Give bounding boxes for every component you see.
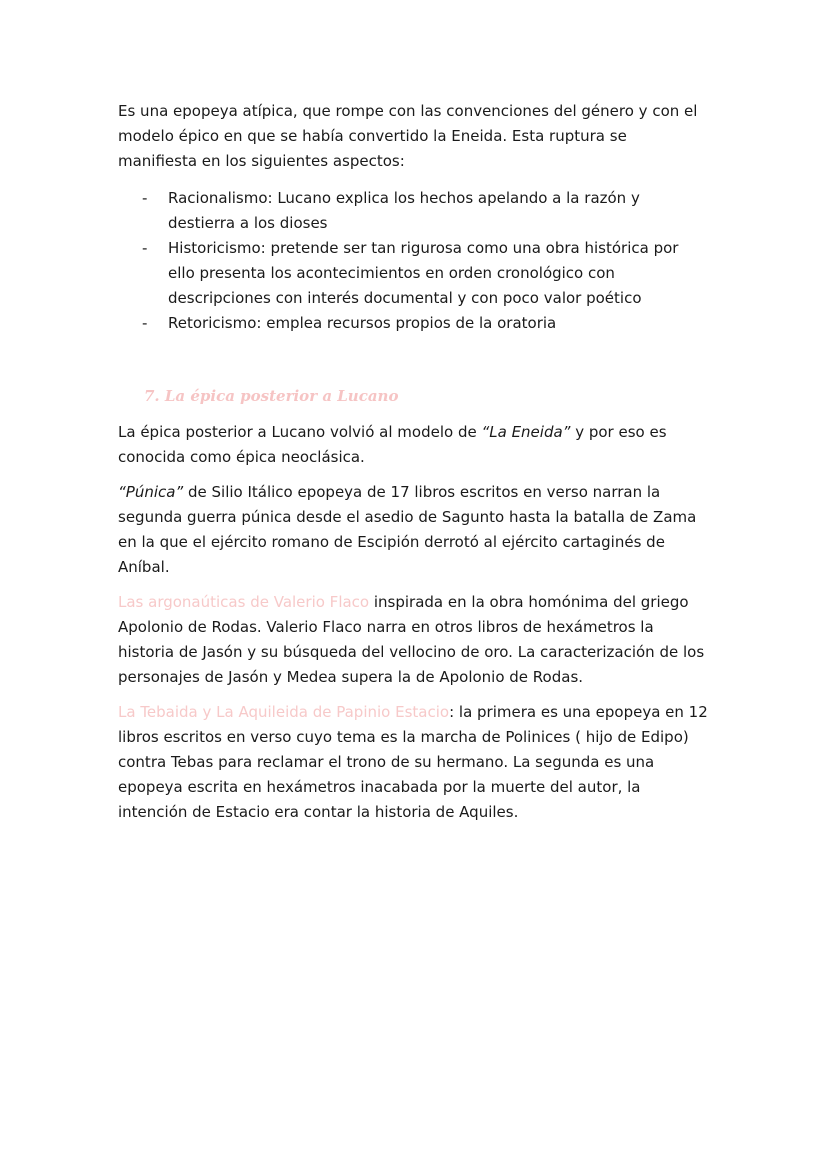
intro-paragraph: Es una epopeya atípica, que rompe con las convenciones del género y con el modelo épico en que se había convertido la Eneida. Esta ruptura se manifiesta en los siguientes aspectos: <box>118 102 698 170</box>
paragraph-text: y por eso es conocida como épica neoclásica. <box>118 423 667 466</box>
paragraph-neoclassical <box>118 420 708 470</box>
list-item <box>118 186 708 236</box>
paragraph-text: de Silio Itálico epopeya de 17 libros escritos en verso narran la segunda guerra púnica desde el asedio de Sagunto hasta la batalla de Zama en la que el ejército romano de Escipión derrotó al ejército cartaginés de Aníbal. <box>118 483 697 576</box>
aspects-list <box>118 186 708 336</box>
list-item-text: Racionalismo: Lucano explica los hechos apelando a la razón y destierra a los dioses <box>168 189 640 232</box>
list-item <box>118 236 708 311</box>
paragraph-text: : la primera es una epopeya en 12 libros escritos en verso cuyo tema es la marcha de Polinices ( hijo de Edipo) contra Tebas para reclamar el trono de su hermano. La segunda es una epopeya escrita en hexámetros inacabada por la muerte del autor, la intención de Estacio era contar la historia de Aquiles. <box>118 703 708 821</box>
paragraph-text: inspirada en la obra homónima del griego Apolonio de Rodas. Valerio Flaco narra en otros libros de hexámetros la historia de Jasón y su búsqueda del vellocino de oro. La caracterización de los personajes de Jasón y Medea supera la de Apolonio de Rodas. <box>118 593 705 686</box>
list-item <box>118 311 708 336</box>
list-item-text: Historicismo: pretende ser tan rigurosa como una obra histórica por ello presenta los acontecimientos en orden cronológico con descripciones con interés documental y con poco valor poético <box>168 239 679 307</box>
work-title-eneida: “La Eneida” <box>481 423 571 441</box>
list-item-text: Retoricismo: emplea recursos propios de la oratoria <box>168 314 557 332</box>
paragraph-argonauticas <box>118 590 708 690</box>
section-heading: 7. La épica posterior a Lucano <box>144 387 399 405</box>
list-dash: - <box>142 314 148 332</box>
highlight-tebaida: La Tebaida y La Aquileida de Papinio Estacio <box>118 703 450 721</box>
highlight-argonauticas: Las argonaúticas de Valerio Flaco <box>118 593 370 611</box>
list-dash: - <box>142 189 148 207</box>
work-title-punica: “Púnica” <box>118 483 184 501</box>
list-dash: - <box>142 239 148 257</box>
paragraph-tebaida <box>118 700 708 825</box>
document-page <box>118 99 708 835</box>
paragraph-text: La épica posterior a Lucano volvió al modelo de <box>118 423 482 441</box>
paragraph-punica <box>118 480 708 580</box>
